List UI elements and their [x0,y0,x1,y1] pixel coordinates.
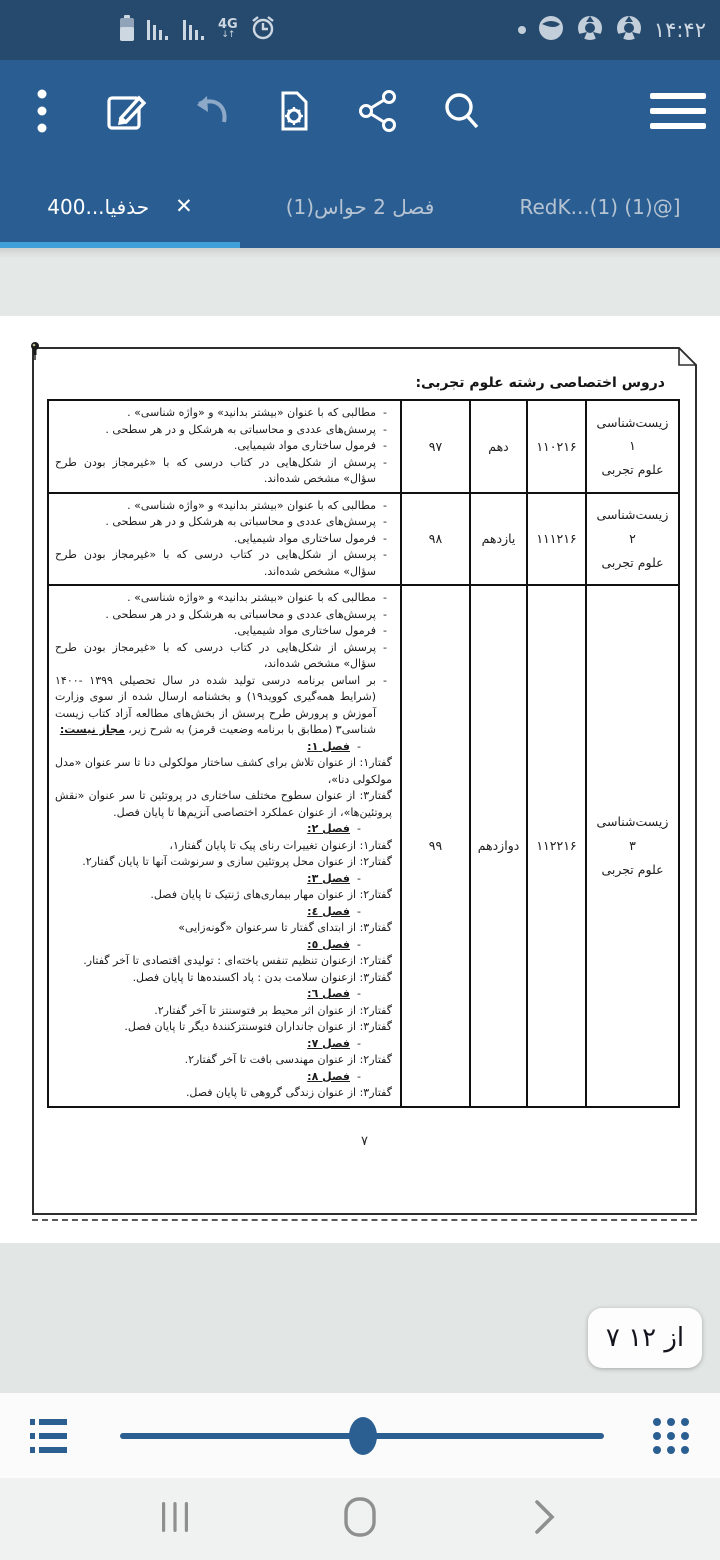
cell-year: ۹۹ [401,585,470,1107]
pushpin-icon [28,341,42,365]
content-line: - پرسش از شکل‌هایی در کتاب درسی که با «غیرمجاز بودن طرح سؤال» مشخص شده‌اند. [55,455,387,485]
share-icon [355,88,401,138]
list-icon [30,1440,70,1459]
document-settings-icon [271,88,317,138]
outline-list-button[interactable] [30,1417,70,1459]
document-tab-bar [0,165,720,248]
search-button[interactable] [420,71,504,155]
content-line: گفتار۳: از عنوان زندگی گروهی تا پایان فصل. [185,1086,392,1099]
content-line: - فصل ۱: [307,739,361,753]
undo-icon [187,88,233,138]
content-line: گفتار۲: از عنوان اثر محیط بر فتوسنتز تا آخر گفتار۲. [154,1003,392,1017]
edit-button[interactable] [84,71,168,155]
4g-icon: 4G ↓↑ [218,17,238,40]
scanned-page-frame [32,347,697,1215]
content-line: گفتار۱: ازعنوان تغییرات رنای پیک تا پایان گفتار۱، [169,838,392,852]
slider-thumb[interactable] [349,1417,377,1455]
viewer-background-top [0,248,720,316]
cell-year: ۹۷ [401,400,470,493]
cell-course: زیست‌شناسی ۱ علوم تجربی [586,400,679,493]
content-line: - مطالبی که با عنوان «بیشتر بدانید» و «واژه شناسی» . [127,498,387,512]
document-section-title: دروس اختصاصی رشته علوم تجربی: [415,375,665,391]
content-line: - پرسش‌های عددی و محاسباتی به هرشکل و در هر سطحی . [105,422,387,436]
table-row [48,400,679,493]
content-line: گفتار۲: ازعنوان تنظیم تنفس یاخته‌ای : تولیدی اقتصادی تا آخر گفتار. [83,954,392,967]
bottom-toolbar [0,1393,720,1478]
edit-icon [103,88,149,138]
back-chevron-icon [534,1499,556,1539]
android-nav-bar [0,1478,720,1560]
battery-icon [118,14,136,46]
cell-grade: یازدهم [470,493,527,586]
content-line: - فصل ٤: [307,904,361,918]
content-line: - فصل ۸: [307,1069,361,1083]
content-line: گفتار۲: از عنوان محل پروتئین سازی و سرنوشت آنها تا پایان گفتار۲. [82,855,392,868]
content-line: - فصل ۲: [307,822,361,835]
tab-redk-document[interactable] [480,165,720,248]
content-line: - فرمول ساختاری مواد شیمیایی. [233,531,387,545]
page-slider[interactable] [120,1393,604,1478]
status-bar [0,0,720,60]
content-line: - فصل ٦: [307,987,361,1000]
content-line: گفتار۳: از عنوان سطوح مختلف ساختاری در پروتئین تا سر عنوان «نقش پروتئین‌ها»، از عنوان عملکرد اختصاصی آنزیم‌ها تا پایان فصل. [55,789,392,819]
courses-table [47,399,680,1108]
home-icon [343,1496,377,1542]
signal-icon [182,14,208,46]
tab-active-document[interactable] [0,165,240,248]
cell-course-code: ۱۱۱۲۱۶ [527,493,586,586]
pdf-page[interactable] [0,316,720,1243]
content-line: - پرسش‌های عددی و محاسباتی به هرشکل و در هر سطحی . [105,515,387,528]
content-line: - فرمول ساختاری مواد شیمیایی. [233,624,387,637]
overflow-menu-button[interactable] [0,71,84,155]
recents-button[interactable] [130,1478,220,1560]
app-circle-icon [615,14,643,46]
page-indicator-badge: از ۱۲ ۷ [588,1308,702,1368]
search-icon [439,88,485,138]
content-line: - مطالبی که با عنوان «بیشتر بدانید» و «واژه شناسی» . [127,591,387,604]
tab-label: فصل 2 حواس(1) [285,194,435,219]
tab-label: [@RedK...(1) (1) [519,194,681,219]
document-page-number: ۷ [361,1133,368,1149]
cell-content [48,400,401,493]
notification-dot [518,26,526,34]
content-line: گفتار۳: ازعنوان سلامت بدن : پاد اکسنده‌ها تا پایان فصل. [132,970,392,984]
app-circle-icon [576,14,604,46]
content-line: - بر اساس برنامه درسی تولید شده در سال تحصیلی ۱۴۰۰- ۱۳۹۹ (شرایط همه‌گیری کووید۱۹) و بخشنامه ارسال شده از سوی وزارت آموزش و پرورش طرح پرسش از بخش‌های مطالعه آزاد کتاب زیست شناسی۳ (مطابق با برنامه وضعیت قرمز) به شرح زیر، مجاز نیست: [55,673,387,736]
content-line: - پرسش از شکل‌هایی در کتاب درسی که با «غیرمجاز بودن طرح سؤال» مشخص شده‌اند، [55,640,387,670]
home-button[interactable] [315,1478,405,1560]
cell-content [48,493,401,586]
courses-table-body [48,400,679,1107]
content-line: - فرمول ساختاری مواد شیمیایی. [233,439,387,452]
content-line: - پرسش‌های عددی و محاسباتی به هرشکل و در هر سطحی . [105,607,387,621]
cell-course-code: ۱۱۰۲۱۶ [527,400,586,493]
cell-course: زیست‌شناسی ۲ علوم تجربی [586,493,679,586]
content-line: گفتار۳: از عنوان جانداران فتوسنتزکنندهٔ دیگر تا پایان فصل. [124,1020,392,1033]
content-line: - مطالبی که با عنوان «بیشتر بدانید» و «واژه شناسی» . [127,406,387,419]
cell-course-code: ۱۱۲۲۱۶ [527,585,586,1107]
content-line: - فصل ۷: [307,1036,361,1050]
thumbnail-grid-button[interactable] [650,1415,692,1461]
cell-year: ۹۸ [401,493,470,586]
document-settings-button[interactable] [252,71,336,155]
table-row [48,493,679,586]
pdf-toolbar [0,60,720,165]
recents-icon [160,1500,190,1538]
hamburger-menu-button[interactable] [636,71,720,155]
undo-button[interactable] [168,71,252,155]
content-line: گفتار۳: از ابتدای گفتار تا سرعنوان «گونه‌زایی» [178,921,392,934]
back-button[interactable] [500,1478,590,1560]
content-line: - پرسش از شکل‌هایی در کتاب درسی که با «غیرمجاز بودن طرح سؤال» مشخص شده‌اند. [55,548,387,578]
folded-corner [665,347,697,383]
close-icon[interactable]: ✕ [175,194,193,218]
cell-content [48,585,401,1107]
content-line: گفتار۲: از عنوان مهندسی بافت تا آخر گفتار۲. [184,1053,392,1066]
tab-chapter-2[interactable] [240,165,480,248]
share-button[interactable] [336,71,420,155]
cell-grade: دوازدهم [470,585,527,1107]
alarm-icon [248,13,278,47]
hamburger-menu-icon [650,91,706,135]
table-row [48,585,679,1107]
content-line: گفتار۲: از عنوان مهار بیماری‌های ژنتیک تا پایان فصل. [150,888,392,901]
app-circle-icon [537,14,565,46]
grid-icon [650,1442,692,1461]
content-line: گفتار۱: از عنوان تلاش برای کشف ساختار مولکولی دنا تا سر عنوان «مدل مولکولی دنا»، [55,756,392,786]
tab-label: حذفیا...400 [47,194,150,219]
cell-course: زیست‌شناسی ۳ علوم تجربی [586,585,679,1107]
overflow-menu-icon [37,88,47,138]
status-icons-right [518,14,706,46]
content-line: - فصل ٥: [307,937,361,951]
status-time: ۱۴:۴۲ [653,18,706,42]
signal-icon [146,14,172,46]
status-icons-left [118,13,278,47]
cell-grade: دهم [470,400,527,493]
content-line: - فصل ۳: [307,871,361,885]
